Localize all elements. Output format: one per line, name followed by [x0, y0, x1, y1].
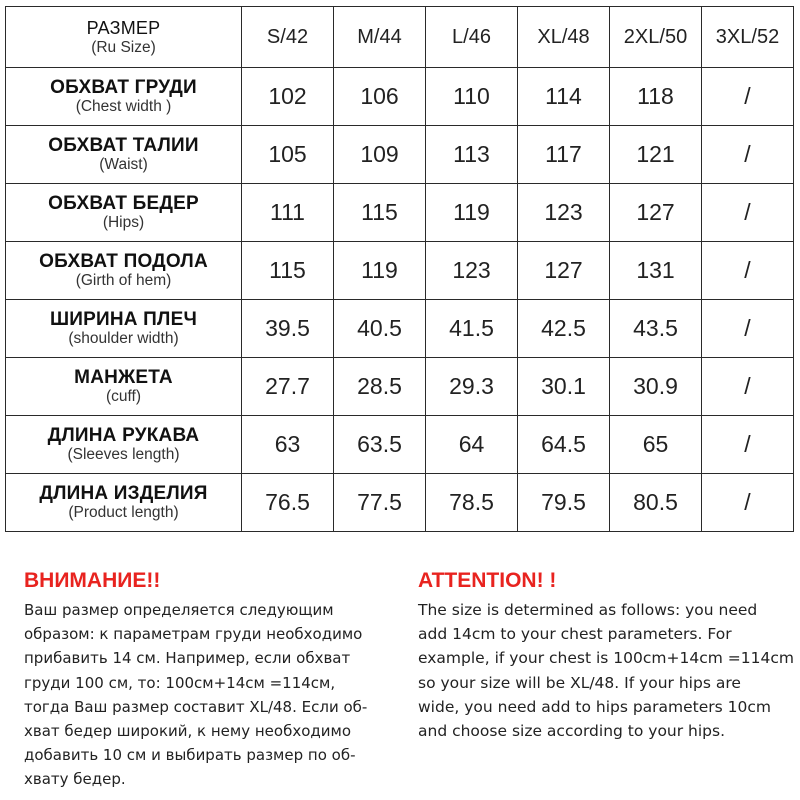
attention-title-en: ATTENTION! !: [418, 569, 557, 592]
value-cell: 79.5: [518, 474, 610, 532]
value-cell: 110: [426, 68, 518, 126]
value-cell: 131: [610, 242, 702, 300]
size-header-cell: S/42: [242, 7, 334, 68]
header-sublabel: (Ru Size): [91, 38, 156, 56]
table-row: [6, 358, 794, 416]
row-label-cell: [6, 416, 242, 474]
value-cell: 118: [610, 68, 702, 126]
value-cell: 127: [518, 242, 610, 300]
row-label: ОБХВАТ БЕДЕР: [48, 193, 199, 214]
value-cell: 63: [242, 416, 334, 474]
value-cell: 64.5: [518, 416, 610, 474]
value-cell: 117: [518, 126, 610, 184]
value-cell: /: [702, 358, 794, 416]
value-cell: 111: [242, 184, 334, 242]
table-row: [6, 184, 794, 242]
table-header-row: [6, 7, 794, 68]
table-row: [6, 68, 794, 126]
table-row: [6, 416, 794, 474]
value-cell: 119: [334, 242, 426, 300]
size-chart-table: [5, 6, 794, 532]
row-sublabel: (Girth of hem): [75, 272, 172, 289]
value-cell: 123: [518, 184, 610, 242]
value-cell: 65: [610, 416, 702, 474]
value-cell: 113: [426, 126, 518, 184]
value-cell: 121: [610, 126, 702, 184]
value-cell: 41.5: [426, 300, 518, 358]
value-cell: 109: [334, 126, 426, 184]
value-cell: 119: [426, 184, 518, 242]
size-header-cell: 3XL/52: [702, 7, 794, 68]
value-cell: 77.5: [334, 474, 426, 532]
value-cell: 106: [334, 68, 426, 126]
value-cell: 76.5: [242, 474, 334, 532]
value-cell: 40.5: [334, 300, 426, 358]
size-header-cell: M/44: [334, 7, 426, 68]
attention-body-en: The size is determined as follows: you need add 14cm to your chest parameters. For example, if your chest is 100cm+14cm =114cm so your size will be XL/48. If your hips are wide, you need add to hips parameters 10cm and choose size according to your hips.: [418, 601, 794, 741]
value-cell: 39.5: [242, 300, 334, 358]
value-cell: 64: [426, 416, 518, 474]
row-sublabel: (Hips): [102, 214, 145, 231]
row-label-cell: [6, 126, 242, 184]
row-label: ШИРИНА ПЛЕЧ: [49, 309, 197, 330]
size-header-cell: L/46: [426, 7, 518, 68]
row-label-cell: [6, 68, 242, 126]
row-label-cell: [6, 474, 242, 532]
row-label: ОБХВАТ ПОДОЛА: [39, 251, 208, 272]
row-label: ДЛИНА ИЗДЕЛИЯ: [39, 483, 208, 504]
attention-body-ru: Ваш размер определяется следующим образом: к параметрам груди необходимо прибавить 14 см. Например, если обхват груди 100 см, то: 100см+14см =114см, тогда Ваш размер составит XL/48. Если об- хват бедер широкий, к нему необходимо добавить 10 см и выбирать размер по об- хвату бедер.: [24, 601, 368, 789]
table-row: [6, 474, 794, 532]
row-sublabel: (Chest width ): [75, 98, 172, 115]
value-cell: 115: [334, 184, 426, 242]
row-label: МАНЖЕТА: [74, 367, 173, 388]
value-cell: /: [702, 184, 794, 242]
value-cell: 115: [242, 242, 334, 300]
value-cell: 30.9: [610, 358, 702, 416]
table-row: [6, 126, 794, 184]
row-sublabel: (Product length): [68, 504, 179, 521]
value-cell: 105: [242, 126, 334, 184]
value-cell: /: [702, 416, 794, 474]
row-label: ОБХВАТ ТАЛИИ: [48, 135, 199, 156]
value-cell: 78.5: [426, 474, 518, 532]
value-cell: 42.5: [518, 300, 610, 358]
row-label-cell: [6, 358, 242, 416]
header-label-cell: [6, 7, 242, 68]
value-cell: /: [702, 300, 794, 358]
row-label: ДЛИНА РУКАВА: [47, 425, 200, 446]
row-sublabel: (cuff): [105, 388, 142, 405]
row-label: ОБХВАТ ГРУДИ: [50, 77, 197, 98]
value-cell: 27.7: [242, 358, 334, 416]
attention-note-ru: [24, 566, 414, 792]
row-label-cell: [6, 300, 242, 358]
table-row: [6, 242, 794, 300]
value-cell: 63.5: [334, 416, 426, 474]
row-sublabel: (Waist): [99, 156, 148, 173]
row-sublabel: (Sleeves length): [67, 446, 180, 463]
value-cell: /: [702, 68, 794, 126]
row-label-cell: [6, 184, 242, 242]
table-row: [6, 300, 794, 358]
attention-note-en: [418, 566, 798, 743]
row-sublabel: (shoulder width): [68, 330, 179, 347]
value-cell: 29.3: [426, 358, 518, 416]
value-cell: /: [702, 242, 794, 300]
row-label-cell: [6, 242, 242, 300]
value-cell: 102: [242, 68, 334, 126]
header-label: РАЗМЕР: [86, 17, 161, 38]
value-cell: 43.5: [610, 300, 702, 358]
value-cell: /: [702, 126, 794, 184]
size-header-cell: 2XL/50: [610, 7, 702, 68]
value-cell: 114: [518, 68, 610, 126]
value-cell: /: [702, 474, 794, 532]
attention-title-ru: ВНИМАНИЕ!!: [24, 569, 161, 592]
value-cell: 127: [610, 184, 702, 242]
size-header-cell: XL/48: [518, 7, 610, 68]
value-cell: 28.5: [334, 358, 426, 416]
value-cell: 80.5: [610, 474, 702, 532]
value-cell: 123: [426, 242, 518, 300]
value-cell: 30.1: [518, 358, 610, 416]
